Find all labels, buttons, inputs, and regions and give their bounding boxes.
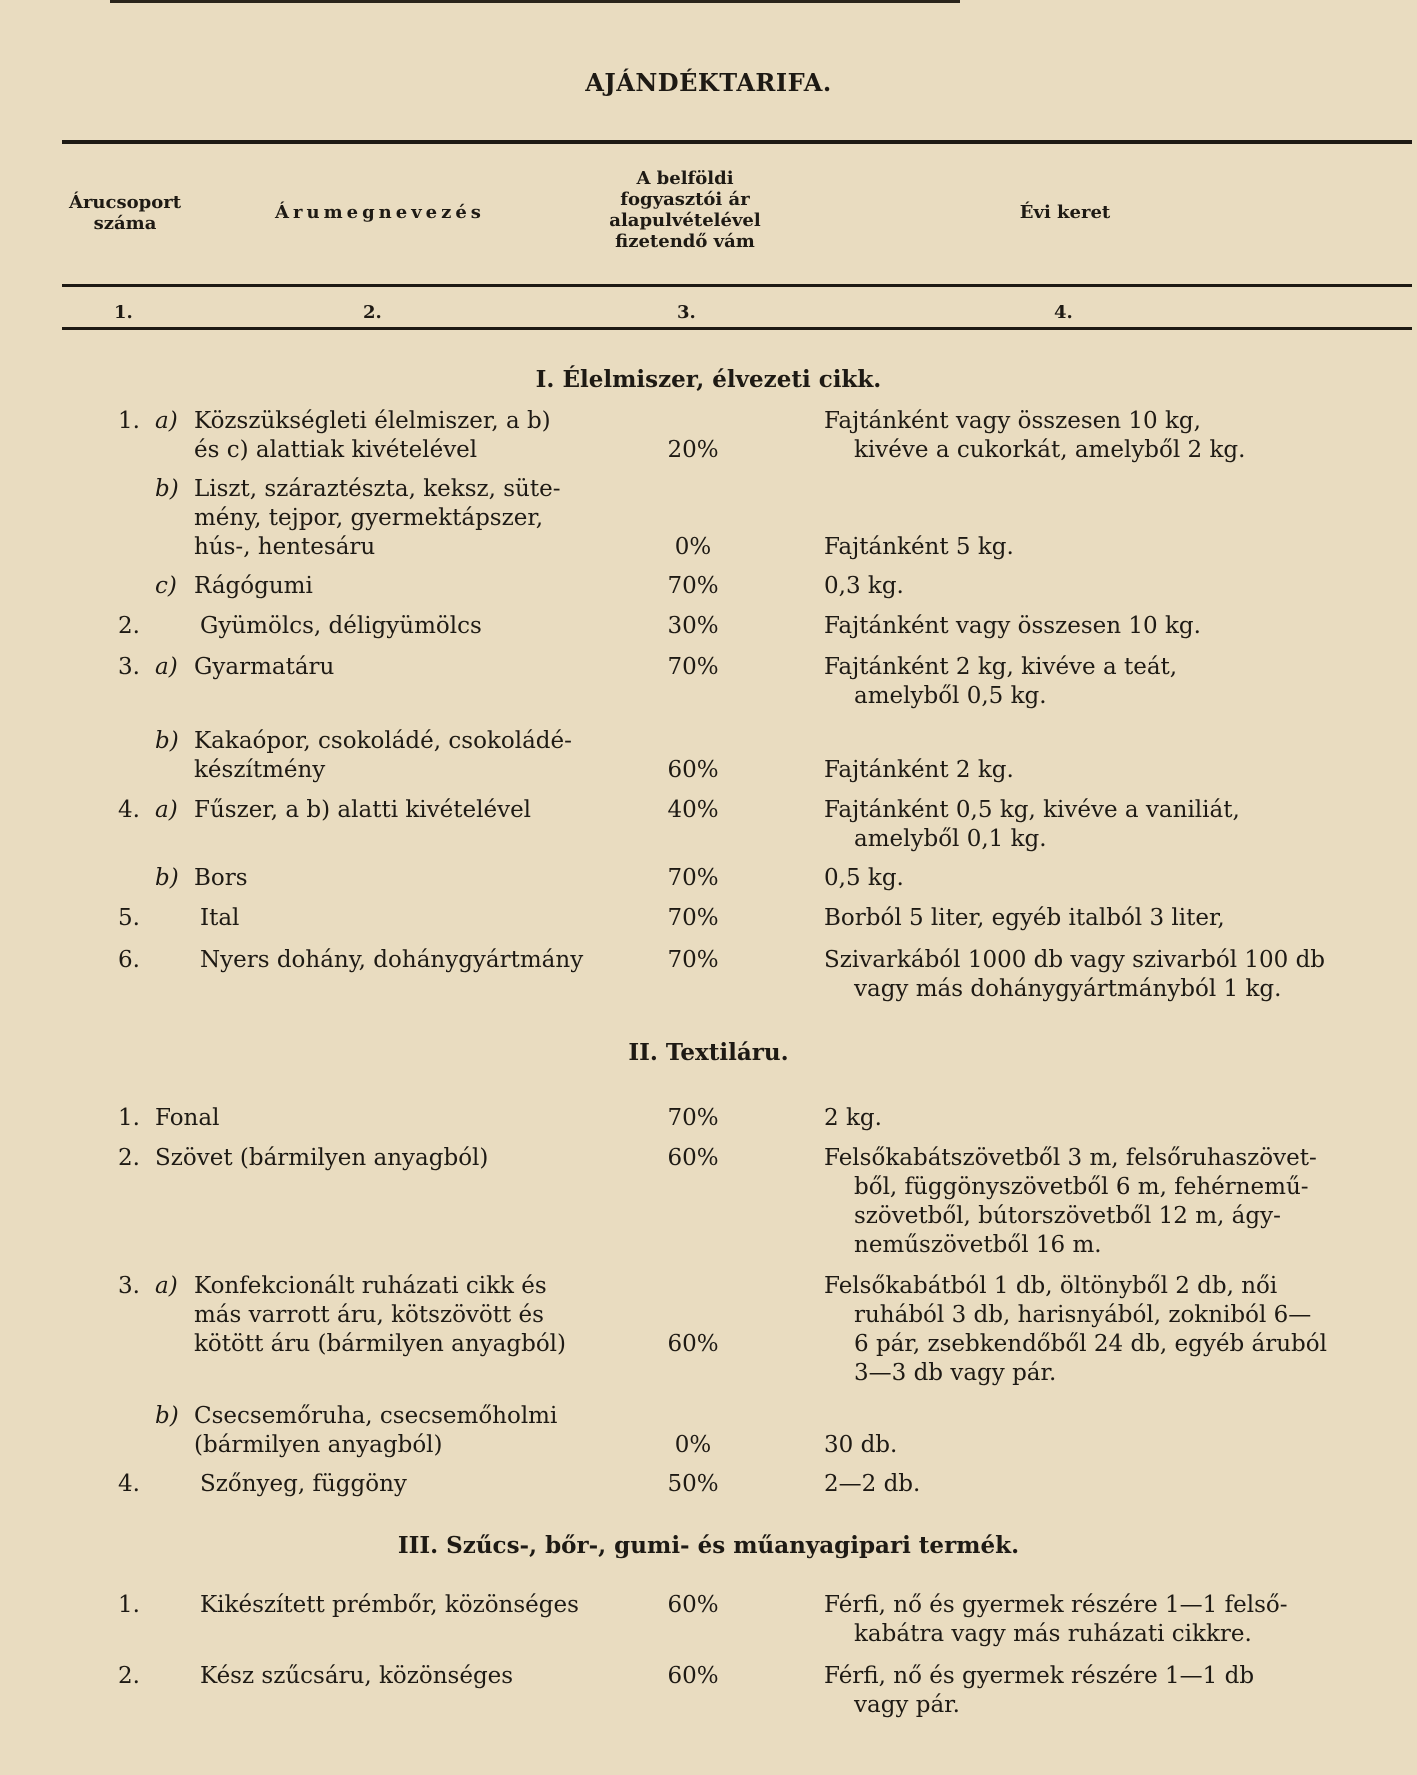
annual-limit <box>824 904 1384 933</box>
item-description-line: Csecsemőruha, csecsemőholmi <box>194 1403 558 1429</box>
annual-limit <box>824 407 1384 465</box>
annual-limit <box>824 796 1384 854</box>
duty-rate: 70% <box>667 865 719 891</box>
subgroup-letter: c) <box>155 573 177 599</box>
column-number-4: 4. <box>1054 302 1073 323</box>
annual-limit-line: 2 kg. <box>824 1105 882 1131</box>
item-description <box>155 1104 595 1133</box>
item-description-line: Fűszer, a b) alatti kivételével <box>194 797 532 823</box>
annual-limit-line: 0,3 kg. <box>824 573 904 599</box>
annual-limit-line: amelyből 0,5 kg. <box>854 683 1047 709</box>
annual-limit-line: 2—2 db. <box>824 1471 921 1497</box>
item-description <box>200 612 640 641</box>
item-description-line: más varrott áru, kötszövött és <box>194 1302 544 1328</box>
item-description-line: készítmény <box>194 757 326 783</box>
annual-limit-line: Felsőkabátszövetből 3 m, felsőruhaszövet- <box>824 1145 1317 1171</box>
duty-rate: 30% <box>667 613 719 639</box>
subgroup-letter: b) <box>155 1403 179 1429</box>
item-description-line: Ital <box>200 905 240 931</box>
group-number: 2. <box>118 1663 140 1689</box>
item-description-line: Rágógumi <box>194 573 313 599</box>
annual-limit-line: 3—3 db vagy pár. <box>854 1360 1057 1386</box>
annual-limit <box>824 1431 1384 1460</box>
item-description-line: Szőnyeg, függöny <box>200 1471 407 1497</box>
top-rule <box>110 0 960 3</box>
header-group-number: Árucsoport száma <box>68 192 182 234</box>
item-description-line: Konfekcionált ruházati cikk és <box>194 1273 547 1299</box>
annual-limit-line: ruhából 3 db, harisnyából, zokniból 6— <box>854 1302 1312 1328</box>
item-description <box>155 1144 595 1173</box>
group-number: 3. <box>118 654 140 680</box>
section-title: II. Textiláru. <box>628 1039 789 1066</box>
group-number: 6. <box>118 947 140 973</box>
duty-rate: 0% <box>674 1432 712 1458</box>
duty-rate: 70% <box>667 1105 719 1131</box>
annual-limit-line: kabátra vagy más ruházati cikkre. <box>854 1621 1252 1647</box>
annual-limit-line: neműszövetből 16 m. <box>854 1232 1102 1258</box>
duty-rate: 60% <box>667 757 719 783</box>
item-description-line: Fonal <box>155 1105 220 1131</box>
group-number: 3. <box>118 1273 140 1299</box>
annual-limit-line: Borból 5 liter, egyéb italból 3 liter, <box>824 905 1225 931</box>
annual-limit-line: Fajtánként 2 kg. <box>824 757 1014 783</box>
table-top-rule <box>62 140 1412 144</box>
annual-limit <box>824 1591 1384 1649</box>
item-description <box>194 407 634 465</box>
item-description-line: Kikészített prémbőr, közönséges <box>200 1592 579 1618</box>
item-description-line: Közszükségleti élelmiszer, a b) <box>194 408 551 434</box>
item-description <box>194 864 634 893</box>
annual-limit <box>824 612 1384 641</box>
annual-limit-line: kivéve a cukorkát, amelyből 2 kg. <box>854 437 1246 463</box>
duty-rate: 70% <box>667 947 719 973</box>
duty-rate: 50% <box>667 1471 719 1497</box>
duty-rate: 70% <box>667 905 719 931</box>
annual-limit-line: 6 pár, zsebkendőből 24 db, egyéb áruból <box>854 1331 1327 1357</box>
duty-rate: 60% <box>667 1663 719 1689</box>
subgroup-letter: b) <box>155 728 179 754</box>
header-item-name: Árumegnevezés <box>275 202 485 223</box>
item-description-line: Szövet (bármilyen anyagból) <box>155 1145 489 1171</box>
annual-limit-line: vagy pár. <box>854 1692 960 1718</box>
annual-limit-line: Szivarkából 1000 db vagy szivarból 100 db <box>824 947 1326 973</box>
item-description-line: Kész szűcsáru, közönséges <box>200 1663 514 1689</box>
subgroup-letter: b) <box>155 476 179 502</box>
duty-rate: 70% <box>667 573 719 599</box>
page-title: AJÁNDÉKTARIFA. <box>585 68 832 97</box>
annual-limit-line: Férfi, nő és gyermek részére 1—1 felső- <box>824 1592 1288 1618</box>
annual-limit <box>824 653 1384 711</box>
item-description <box>200 1662 640 1691</box>
group-number: 1. <box>118 408 140 434</box>
duty-rate: 20% <box>667 437 719 463</box>
annual-limit-line: ből, függönyszövetből 6 m, fehérnemű- <box>854 1174 1309 1200</box>
annual-limit <box>824 1662 1384 1720</box>
annual-limit <box>824 533 1384 562</box>
header-annual-limit: Évi keret <box>1019 202 1111 223</box>
duty-rate: 60% <box>667 1592 719 1618</box>
item-description <box>200 946 640 975</box>
item-description-line: Nyers dohány, dohánygyártmány <box>200 947 584 973</box>
item-description <box>194 572 634 601</box>
duty-rate: 60% <box>667 1331 719 1357</box>
annual-limit <box>824 1104 1384 1133</box>
annual-limit-line: Felsőkabátból 1 db, öltönyből 2 db, női <box>824 1273 1278 1299</box>
annual-limit-line: Fajtánként vagy összesen 10 kg, <box>824 408 1201 434</box>
annual-limit-line: Fajtánként 2 kg, kivéve a teát, <box>824 654 1178 680</box>
annual-limit-line: Fajtánként 0,5 kg, kivéve a vaniliát, <box>824 797 1240 823</box>
item-description-line: kötött áru (bármilyen anyagból) <box>194 1331 567 1357</box>
header-duty: A belföldi fogyasztói ár alapulvételével fizetendő vám <box>609 168 761 252</box>
annual-limit <box>824 1144 1384 1260</box>
annual-limit-line: Fajtánként 5 kg. <box>824 534 1014 560</box>
annual-limit <box>824 864 1384 893</box>
item-description <box>194 475 634 562</box>
subgroup-letter: a) <box>155 654 178 680</box>
annual-limit-line: Fajtánként vagy összesen 10 kg. <box>824 613 1201 639</box>
table-body-rule <box>62 327 1412 330</box>
subgroup-letter: a) <box>155 1273 178 1299</box>
item-description-line: mény, tejpor, gyermektápszer, <box>194 505 544 531</box>
item-description <box>194 653 634 682</box>
group-number: 2. <box>118 613 140 639</box>
annual-limit-line: szövetből, bútorszövetből 12 m, ágy- <box>854 1203 1281 1229</box>
column-number-3: 3. <box>677 302 696 323</box>
header-divider-rule <box>62 284 1412 287</box>
column-number-1: 1. <box>114 302 133 323</box>
group-number: 1. <box>118 1592 140 1618</box>
duty-rate: 70% <box>667 654 719 680</box>
annual-limit-line: amelyből 0,1 kg. <box>854 826 1047 852</box>
group-number: 2. <box>118 1145 140 1171</box>
item-description <box>200 904 640 933</box>
item-description <box>194 727 634 785</box>
group-number: 5. <box>118 905 140 931</box>
item-description-line: hús-, hentesáru <box>194 534 376 560</box>
group-number: 4. <box>118 1471 140 1497</box>
annual-limit <box>824 1272 1384 1388</box>
item-description-line: Gyarmatáru <box>194 654 335 680</box>
duty-rate: 60% <box>667 1145 719 1171</box>
item-description <box>200 1591 640 1620</box>
group-number: 4. <box>118 797 140 823</box>
column-number-2: 2. <box>363 302 382 323</box>
item-description <box>194 1272 634 1359</box>
annual-limit <box>824 756 1384 785</box>
annual-limit-line: 0,5 kg. <box>824 865 904 891</box>
duty-rate: 40% <box>667 797 719 823</box>
annual-limit <box>824 572 1384 601</box>
item-description <box>200 1470 640 1499</box>
section-title: III. Szűcs-, bőr-, gumi- és műanyagipari termék. <box>397 1532 1020 1559</box>
item-description-line: Kakaópor, csokoládé, csokoládé- <box>194 728 572 754</box>
item-description-line: Bors <box>194 865 248 891</box>
subgroup-letter: a) <box>155 797 178 823</box>
item-description <box>194 796 634 825</box>
annual-limit <box>824 946 1384 1004</box>
item-description-line: (bármilyen anyagból) <box>194 1432 443 1458</box>
annual-limit <box>824 1470 1384 1499</box>
annual-limit-line: Férfi, nő és gyermek részére 1—1 db <box>824 1663 1255 1689</box>
duty-rate: 0% <box>674 534 712 560</box>
subgroup-letter: b) <box>155 865 179 891</box>
annual-limit-line: vagy más dohánygyártmányból 1 kg. <box>854 976 1282 1002</box>
item-description-line: és c) alattiak kivételével <box>194 437 478 463</box>
item-description-line: Liszt, száraztészta, keksz, süte- <box>194 476 561 502</box>
subgroup-letter: a) <box>155 408 178 434</box>
item-description-line: Gyümölcs, déligyümölcs <box>200 613 482 639</box>
section-title: I. Élelmiszer, élvezeti cikk. <box>535 366 882 393</box>
annual-limit-line: 30 db. <box>824 1432 898 1458</box>
item-description <box>194 1402 634 1460</box>
group-number: 1. <box>118 1105 140 1131</box>
